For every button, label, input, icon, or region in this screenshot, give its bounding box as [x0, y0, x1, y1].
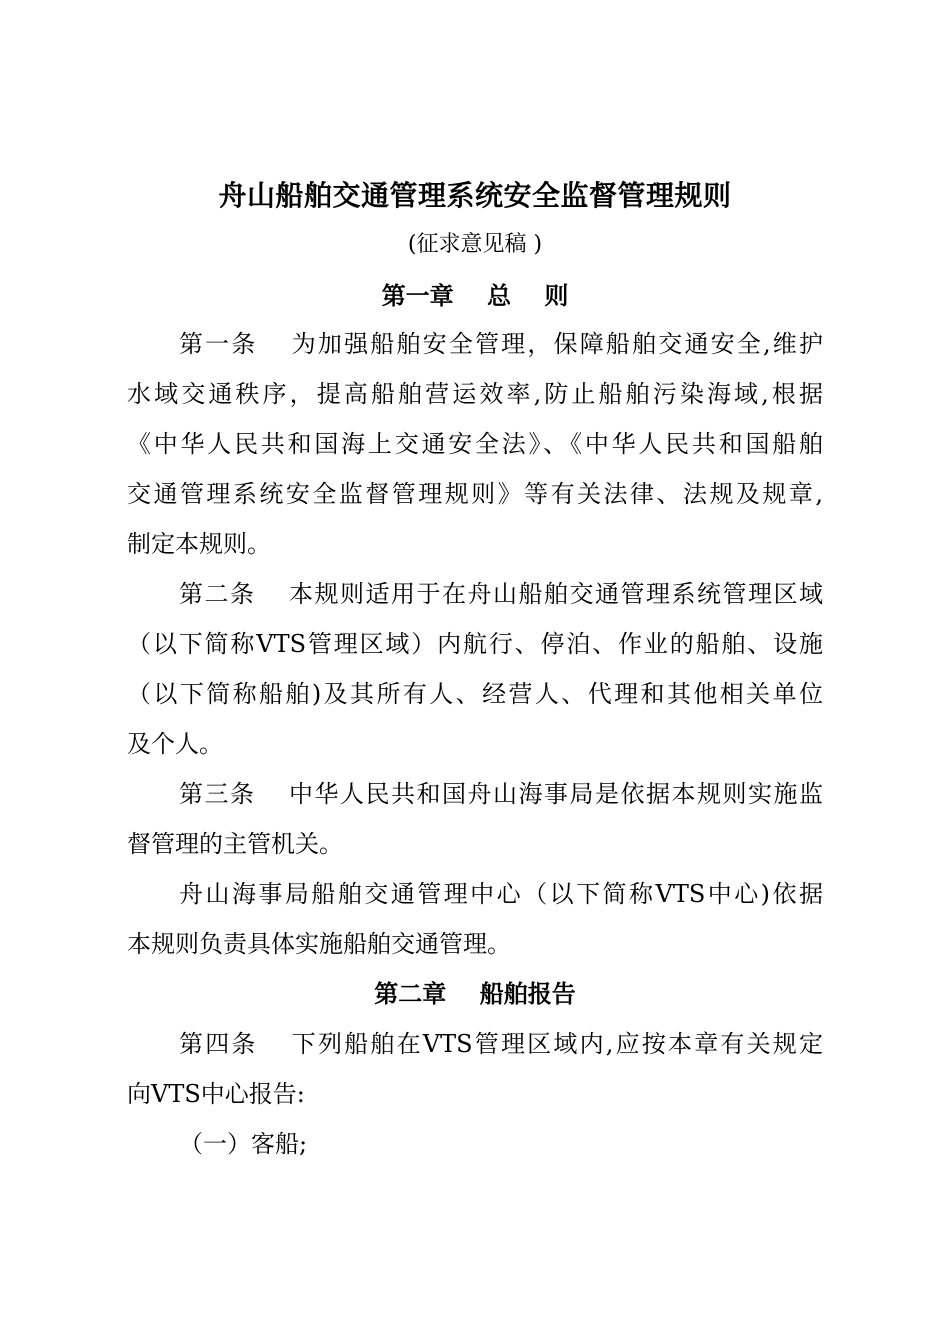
chapter-heading: 第一章 总 则 — [381, 281, 569, 310]
article-text: 为加强船舶安全管理，保障船舶交通安全,维护 — [289, 330, 823, 358]
article-line: 向VTS中心报告: — [127, 1080, 305, 1108]
article-line: 交通管理系统安全监督管理规则》等有关法律、法规及规章, — [127, 480, 823, 508]
article-label: 第二条 — [179, 580, 256, 608]
article-line: 《中华人民共和国海上交通安全法》、《中华人民共和国船舶 — [127, 430, 823, 458]
article-label: 第四条 — [179, 1030, 258, 1058]
document-subtitle: (征求意见稿 ) — [407, 232, 543, 257]
article-line: 制定本规则。 — [127, 530, 271, 558]
paragraph-line: 舟山海事局船舶交通管理中心（以下简称VTS中心)依据 — [179, 880, 823, 908]
article-line — [179, 1026, 823, 1062]
article-text: 中华人民共和国舟山海事局是依据本规则实施监 — [287, 780, 823, 808]
article-line: 及个人。 — [127, 730, 223, 758]
article-label: 第一条 — [179, 330, 258, 358]
article-text: 本规则适用于在舟山船舶交通管理系统管理区域 — [287, 580, 823, 608]
article-line: （以下简称VTS管理区域）内航行、停泊、作业的船舶、设施 — [127, 630, 823, 658]
chapter-heading: 第二章 船舶报告 — [374, 979, 576, 1008]
article-line: （以下简称船舶)及其所有人、经营人、代理和其他相关单位 — [127, 680, 823, 708]
article-label: 第三条 — [179, 780, 256, 808]
article-line: 督管理的主管机关。 — [127, 830, 343, 858]
article-line: 水域交通秩序，提高船舶营运效率,防止船舶污染海域,根据 — [127, 380, 823, 408]
list-item: （一）客船; — [179, 1130, 308, 1158]
article-line — [179, 326, 823, 362]
article-text: 下列船舶在VTS管理区域内,应按本章有关规定 — [289, 1030, 823, 1058]
document-title: 舟山船舶交通管理系统安全监督管理规则 — [218, 179, 732, 212]
paragraph-line: 本规则负责具体实施船舶交通管理。 — [127, 930, 511, 958]
article-line — [179, 576, 823, 612]
article-line — [179, 776, 823, 812]
